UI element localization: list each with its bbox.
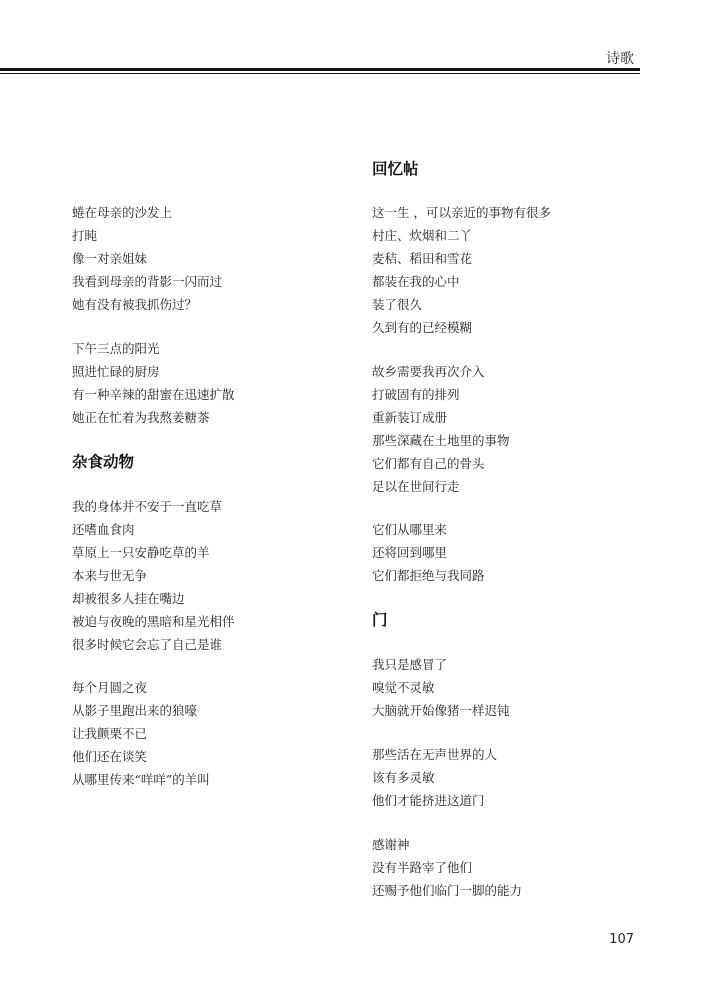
page-number: 107 xyxy=(609,932,634,947)
poem-line: 麦秸、稻田和雪花 xyxy=(372,251,473,266)
poem-line: 故乡需要我再次介入 xyxy=(372,364,485,379)
poem-line: 打破固有的排列 xyxy=(372,387,460,402)
poem-line: 那些活在无声世界的人 xyxy=(372,747,498,762)
poem-line: 嗅觉不灵敏 xyxy=(372,680,435,695)
poem-line: 村庄、炊烟和二丫 xyxy=(372,228,473,243)
poem-line: 蜷在母亲的沙发上 xyxy=(72,205,173,220)
poem-line: 我看到母亲的背影一闪而过 xyxy=(72,274,223,289)
poem-line: 从哪里传来“咩咩”的羊叫 xyxy=(72,772,210,787)
poem-line: 我只是感冒了 xyxy=(372,657,448,672)
poem-line: 她正在忙着为我熬姜糖茶 xyxy=(72,410,210,425)
poem-line: 它们都拒绝与我同路 xyxy=(372,568,485,583)
poem-line: 还赐予他们临门一脚的能力 xyxy=(372,883,523,898)
poem-line: 这一生 ，可以亲近的事物有很多 xyxy=(372,205,551,220)
poem-line: 该有多灵敏 xyxy=(372,770,435,785)
poem-line: 有一种辛辣的甜蜜在迅速扩散 xyxy=(72,387,235,402)
poem-line: 像一对亲姐妹 xyxy=(72,251,148,266)
poem-line: 久到有的已经模糊 xyxy=(372,320,473,335)
poem-line: 足以在世间行走 xyxy=(372,479,460,494)
poem-line: 大脑就开始像猪一样迟钝 xyxy=(372,703,510,718)
poem-title: 门 xyxy=(372,611,388,629)
header-rule-thick xyxy=(0,68,640,71)
poem-line: 还将回到哪里 xyxy=(372,545,448,560)
poem-line: 每个月圆之夜 xyxy=(72,680,148,695)
poem-line: 草原上一只安静吃草的羊 xyxy=(72,545,210,560)
section-label: 诗歌 xyxy=(606,51,634,67)
poem-line: 他们还在谈笑 xyxy=(72,749,148,764)
header-rule-thin xyxy=(0,73,640,74)
poem-line: 都装在我的心中 xyxy=(372,274,460,289)
poem-line: 还嗜血食肉 xyxy=(72,522,135,537)
poem-line: 那些深藏在土地里的事物 xyxy=(372,433,510,448)
poem-line: 本来与世无争 xyxy=(72,568,148,583)
poem-line: 他们才能挤进这道门 xyxy=(372,793,485,808)
poem-line: 它们从哪里来 xyxy=(372,522,448,537)
poem-line: 很多时候它会忘了自己是谁 xyxy=(72,637,223,652)
poem-line: 没有半路宰了他们 xyxy=(372,860,473,875)
poem-line: 被迫与夜晚的黑暗和星光相伴 xyxy=(72,614,235,629)
poem-line: 我的身体并不安于一直吃草 xyxy=(72,499,223,514)
poem-line: 装了很久 xyxy=(372,297,423,312)
poem-line: 下午三点的阳光 xyxy=(72,341,160,356)
poem-line: 感谢神 xyxy=(372,837,410,852)
poem-line: 重新装订成册 xyxy=(372,410,448,425)
poem-title: 杂食动物 xyxy=(72,453,135,471)
poem-line: 让我颤栗不已 xyxy=(72,726,148,741)
poem-line: 照进忙碌的厨房 xyxy=(72,364,160,379)
poem-line: 它们都有自己的骨头 xyxy=(372,456,485,471)
poem-line: 从影子里跑出来的狼嚎 xyxy=(72,703,198,718)
poem-line: 她有没有被我抓伤过？ xyxy=(72,297,198,312)
poem-line: 却被很多人挂在嘴边 xyxy=(72,591,185,606)
poem-title: 回忆帖 xyxy=(372,160,419,178)
poem-line: 打盹 xyxy=(72,228,98,243)
